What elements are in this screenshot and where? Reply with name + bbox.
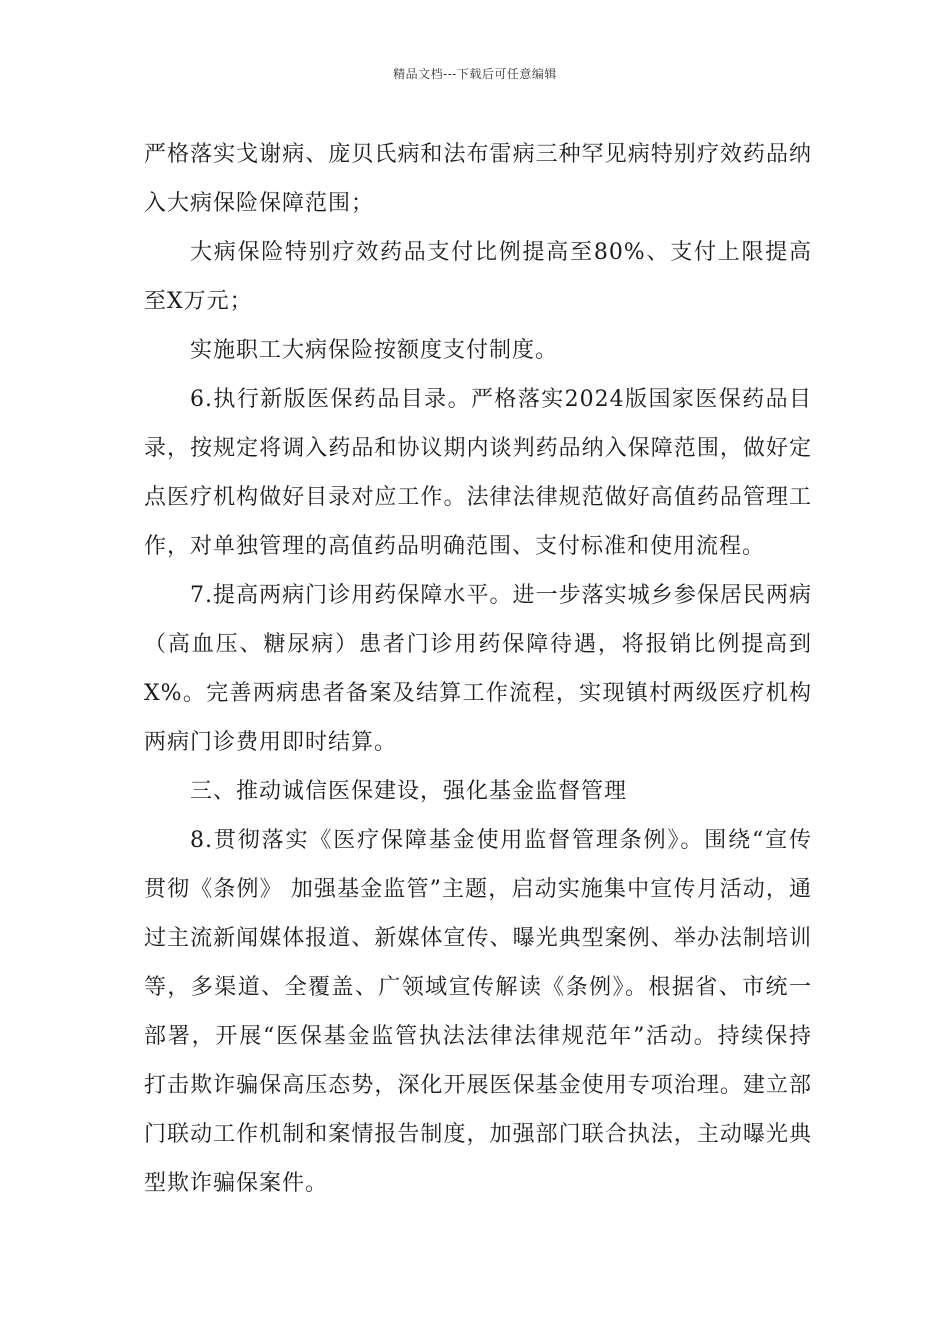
page-header: 精品文档---下载后可任意编辑 (393, 67, 557, 81)
section-heading-3: 三、推动诚信医保建设，强化基金监督管理 (190, 779, 628, 804)
paragraph-item-6: 6.执行新版医保药品目录。严格落实2024版国家医保药品目录，按规定将调入药品和协议期内谈判药品纳入保障范围，做好定点医疗机构做好目录对应工作。法律法律规范做好高值药品管理工作，对单独管理的高值药品明确范围、支付标准和使用流程。 (144, 387, 812, 559)
paragraph-payment-ratio: 大病保险特别疗效药品支付比例提高至80%、支付上限提高至X万元； (144, 240, 812, 314)
paragraph-item-8: 8.贯彻落实《医疗保障基金使用监督管理条例》。围绕“宣传贯彻《条例》 加强基金监管”主题，启动实施集中宣传月活动，通过主流新闻媒体报道、新媒体宣传、曝光典型案例、举办法制培训等，多渠道、全覆盖、广领域宣传解读《条例》。根据省、市统一部署，开展“医保基金监管执法法律法律规范年”活动。持续保持打击欺诈骗保高压态势，深化开展医保基金使用专项治理。建立部门联动工作机制和案情报告制度，加强部门联合执法，主动曝光典型欺诈骗保案件。 (144, 828, 812, 1196)
paragraph-item-7: 7.提高两病门诊用药保障水平。进一步落实城乡参保居民两病（高血压、糖尿病）患者门诊用药保障待遇，将报销比例提高到X%。完善两病患者备案及结算工作流程，实现镇村两级医疗机构两病门诊费用即时结算。 (144, 583, 812, 755)
paragraph-quota-payment: 实施职工大病保险按额度支付制度。 (190, 338, 559, 363)
paragraph-rare-disease-drugs: 严格落实戈谢病、庞贝氏病和法布雷病三种罕见病特别疗效药品纳入大病保险保障范围； (144, 142, 812, 216)
document-body (144, 130, 812, 1208)
